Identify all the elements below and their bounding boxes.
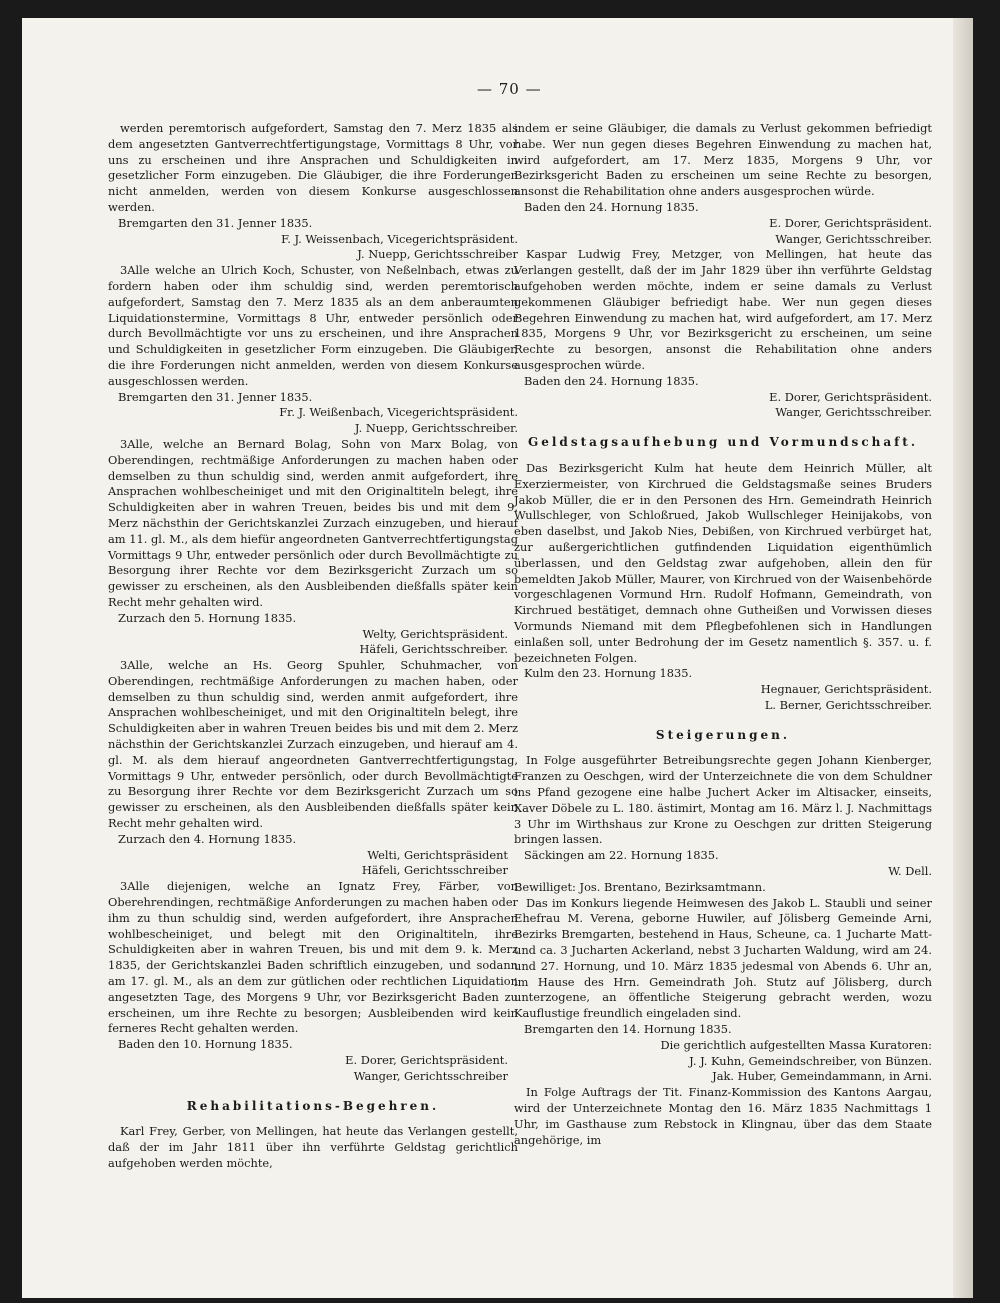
signature-line: J. J. Kuhn, Gemeindschreiber, von Bünzen. (689, 1053, 932, 1068)
section-heading: Rehabilitations-Begehren. (186, 1098, 440, 1113)
place-date-line: Baden den 24. Hornung 1835. (524, 199, 699, 214)
left-column (108, 121, 518, 1172)
place-date-line: Zurzach den 5. Hornung 1835. (118, 610, 297, 625)
notice-paragraph: 3Alle welche an Ulrich Koch, Schuster, von Neßelnbach, etwas zu fordern haben oder ihm schuldig sind, werden peremtorisch aufgefordert, Samstag den 7. Merz 1835 als an dem anberaumten Liquidationstermine, Vormittags 8 Uhr, entweder persönlich oder durch Bevollmächtigte vor uns zu erscheinen, und ihre Ansprachen und Schuldigkeiten in gesetzlicher Form einzugeben. Die Gläubiger, die ihre Forderungen nicht anmelden, werden von diesem Konkurse ausgeschlossen werden. (108, 263, 518, 388)
signature-line: Fr. J. Weißenbach, Vicegerichtspräsident. (279, 405, 518, 420)
signature-line: E. Dorer, Gerichtspräsident. (345, 1053, 508, 1068)
place-date-line: Säckingen am 22. Hornung 1835. (524, 848, 719, 863)
signature-line: Welty, Gerichtspräsident. (362, 626, 508, 641)
signature-line: Wanger, Gerichtsschreiber (353, 1068, 508, 1083)
notice-paragraph: In Folge Auftrags der Tit. Finanz-Kommission des Kantons Aargau, wird der Unterzeichnete Montag den 16. März 1835 Nachmittags 1 Uhr, im Gasthause zum Rebstock in Klingnau, über das dem Staate angehörige, im (514, 1085, 932, 1147)
notice-paragraph: In Folge ausgeführter Betreibungsrechte gegen Johann Kienberger, Franzen zu Oeschgen, wird der Unterzeichnete die von dem Schuldner ins Pfand gezogene eine halbe Juchert Acker im Altisacker, einseits, Xaver Döbele zu L. 180. ästimirt, Montag am 16. März l. J. Nachmittags 3 Uhr im Wirthshaus zur Krone zu Oeschgen zur dritten Steigerung bringen lassen. (514, 753, 932, 847)
signature-line: Die gerichtlich aufgestellten Massa Kuratoren: (660, 1037, 932, 1052)
signature-line: W. Dell. (888, 864, 932, 879)
place-date-line: Baden den 10. Hornung 1835. (118, 1037, 293, 1052)
notice-paragraph: Kaspar Ludwig Frey, Metzger, von Mellingen, hat heute das Verlangen gestellt, daß der im Jahr 1829 über ihn verführte Geldstag aufgehoben werden möchte, indem er seine damals zu Verlust gekommenen Gläubiger befriedigt habe. Wer nun gegen dieses Begehren Einwendung zu machen hat, wird aufgefordert, am 17. Merz 1835, Morgens 9 Uhr, vor Bezirksgericht zu erscheinen, um seine Rechte zu besorgen, ansonst die Rehabilitation ohne anders ausgesprochen würde. (514, 247, 932, 372)
signature-line: Häfeli, Gerichtsschreiber (361, 863, 508, 878)
signature-line: J. Nuepp, Gerichtsschreiber. (354, 421, 518, 436)
notice-paragraph: Das Bezirksgericht Kulm hat heute dem Heinrich Müller, alt Exerziermeister, von Kirchrued die Geldstagsmaße seines Bruders Jakob Müller, die er in den Personen des Hrn. Gemeindrath Heinrich Wullschleger, von Schloßrued, Jakob Wullschleger Heinijakobs, von eben daselbst, und Jakob Nies, Debißen, von Kirchrued verbürget hat, zur außergerichtlichen gutfindenden Liquidation eigenthümlich überlassen, und den Geldstag zwar aufgehoben, allein den für bemeldten Jakob Müller, Maurer, von Kirchrued von der Waisenbehörde vorgeschlagenen Vormund Hrn. Rudolf Hofmann, Gemeindrath, von Kirchrued bestätiget, demnach ohne Gutheißen und Vorwissen dieses Vormunds Niemand mit dem Pflegbefohlenen sich in Handlungen einlaßen soll, unter Bedrohung der im Gesetz namentlich §. 357. u. f. bezeichneten Folgen. (514, 460, 932, 665)
signature-line: Hegnauer, Gerichtspräsident. (760, 682, 932, 697)
signature-line: Wanger, Gerichtsschreiber. (775, 231, 932, 246)
place-date-line: Bremgarten den 31. Jenner 1835. (118, 215, 313, 230)
signature-line: E. Dorer, Gerichtspräsident. (769, 389, 932, 404)
notice-paragraph: 3Alle, welche an Bernard Bolag, Sohn von Marx Bolag, von Oberendingen, rechtmäßige Anforderungen zu machen haben oder demselben zu thun schuldig sind, werden anmit aufgefordert, ihre Ansprachen wohlbescheiniget und mit den Originaltiteln belegt, ihre Schuldigkeiten aber in wahren Treuen, beides bis und mit dem 9. Merz nächsthin der Gerichtskanzlei Zurzach einzugeben, und hierauf am 11. gl. M., als dem hiefür angeordneten Gantverrechtfertigungstag Vormittags 9 Uhr, entweder persönlich oder durch Bevollmächtigte zu Besorgung ihrer Rechte vor dem Bezirksgericht Zurzach um so gewisser zu erscheinen, als den Ausbleibenden dießfalls später kein Recht mehr gehalten wird. (108, 436, 518, 609)
right-column (514, 121, 932, 1148)
signature-line: Jak. Huber, Gemeindammann, in Arni. (712, 1069, 932, 1084)
notice-paragraph: 3Alle diejenigen, welche an Ignatz Frey, Färber, von Oberehrendingen, rechtmäßige Anforderungen zu machen haben oder ihm zu thun schuldig sind, werden aufgefordert, ihre Ansprachen wohlbescheiniget, und belegt mit den Originaltiteln, ihre Schuldigkeiten aber in wahren Treuen, bis und mit dem 9. k. Merz 1835, der Gerichtskanzlei Baden schriftlich einzugeben, und sodann am 17. gl. M., als an dem zur gütlichen oder rechtlichen Liquidation angesetzten Tage, des Morgens 9 Uhr, vor Bezirksgericht Baden zu erscheinen, um ihre Rechte zu besorgen; Ausbleibenden wird kein ferneres Recht gehalten werden. (108, 879, 518, 1036)
signature-line: E. Dorer, Gerichtspräsident. (769, 215, 932, 230)
place-date-line: Kulm den 23. Hornung 1835. (524, 666, 693, 681)
notice-paragraph: 3Alle, welche an Hs. Georg Spuhler, Schuhmacher, von Oberendingen, rechtmäßige Anforderungen zu machen haben, oder demselben zu thun schuldig sind, werden anmit aufgefordert, ihre Ansprachen wohlbescheiniget, und mit den Originaltiteln belegt, ihre Schuldigkeiten aber in wahren Treuen beides bis und mit dem 2. Merz nächsthin der Gerichtskanzlei Zurzach einzugeben, und hierauf am 4. gl. M. als dem hierauf angeordneten Gantverrechtfertigungstag, Vormittags 9 Uhr, entweder persönlich, oder durch Bevollmächtigte zu Besorgung ihrer Rechte vor dem Bezirksgericht Zurzach um so gewisser zu erscheinen, als den Ausbleibenden dießfalls später kein Recht mehr gehalten wird. (108, 658, 518, 831)
signature-line: F. J. Weissenbach, Vicegerichtspräsident. (281, 231, 518, 246)
place-date-line: Bremgarten den 14. Hornung 1835. (524, 1022, 732, 1037)
continued-paragraph: Bewilliget: Jos. Brentano, Bezirksamtmann. (514, 879, 766, 894)
notice-paragraph: werden peremtorisch aufgefordert, Samstag den 7. Merz 1835 als dem angesetzten Gantverrechtfertigungstage, Vormittags 8 Uhr, vor uns zu erscheinen und ihre Ansprachen und Schuldigkeiten in gesetzlicher Form einzugeben. Die Gläubiger, die ihre Forderungen nicht anmelden, werden von diesem Konkurse ausgeschlossen werden. (108, 121, 518, 214)
section-heading: Geldstagsaufhebung und Vormundschaft. (527, 435, 919, 450)
signature-line: Welti, Gerichtspräsident (367, 847, 508, 862)
section-heading: Steigerungen. (655, 727, 791, 742)
signature-line: Häfeli, Gerichtsschreiber. (359, 642, 508, 657)
place-date-line: Bremgarten den 31. Jenner 1835. (118, 389, 313, 404)
notice-paragraph: Karl Frey, Gerber, von Mellingen, hat heute das Verlangen gestellt, daß der im Jahr 1811 über ihn verführte Geldstag gerichtlich aufgehoben werden möchte, (108, 1124, 518, 1170)
continued-paragraph: indem er seine Gläubiger, die damals zu Verlust gekommen befriedigt habe. Wer nun gegen dieses Begehren Einwendung zu machen hat, wird aufgefordert, am 17. Merz 1835, Morgens 9 Uhr, vor Bezirksgericht Baden zu erscheinen um seine Rechte zu besorgen, ansonst die Rehabilitation ohne anders ausgesprochen würde. (514, 121, 932, 199)
signature-line: L. Berner, Gerichtsschreiber. (764, 697, 932, 712)
signature-line: Wanger, Gerichtsschreiber. (775, 405, 932, 420)
place-date-line: Baden den 24. Hornung 1835. (524, 373, 699, 388)
place-date-line: Zurzach den 4. Hornung 1835. (118, 831, 297, 846)
newspaper-page (22, 18, 973, 1298)
signature-line: J. Nuepp, Gerichtsschreiber (357, 247, 518, 262)
page-gutter-shadow (953, 18, 973, 1298)
notice-paragraph: Das im Konkurs liegende Heimwesen des Jakob L. Staubli und seiner Ehefrau M. Verena, geborne Huwiler, auf Jölisberg Gemeinde Arni, Bezirks Bremgarten, bestehend in Haus, Scheune, ca. 1 Jucharte Matt- und ca. 3 Jucharten Ackerland, nebst 3 Jucharten Waldung, wird am 24. und 27. Hornung, und 10. März 1835 jedesmal von Abends 6. Uhr an, im Hause des Hrn. Gemeindrath Joh. Stutz auf Jölisberg, durch unterzogene, an öffentliche Steigerung gebracht werden, wozu Kauflustige freundlich eingeladen sind. (514, 895, 932, 1021)
page-number: — 70 — (477, 80, 542, 98)
